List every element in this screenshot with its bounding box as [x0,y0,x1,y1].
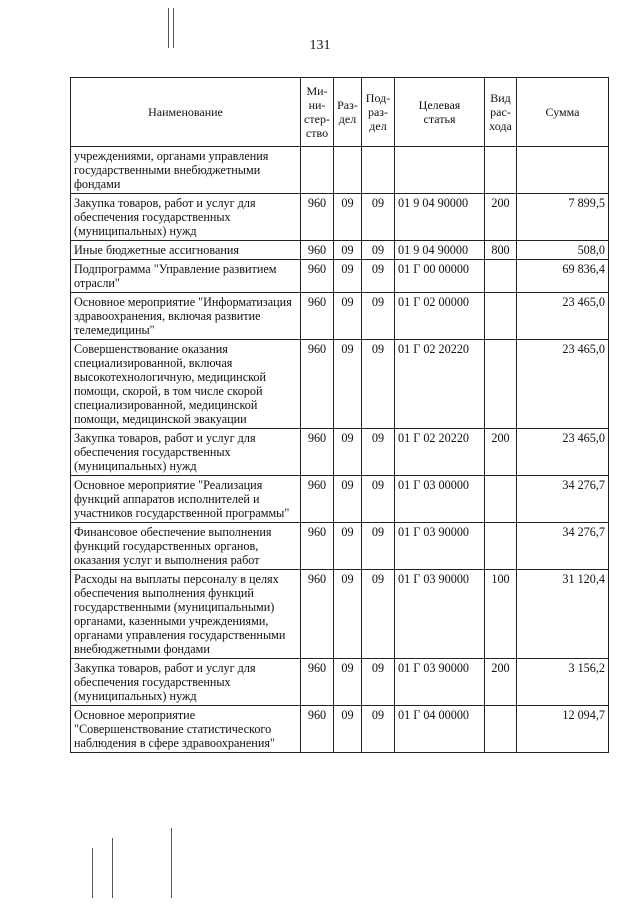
row-section: 09 [334,260,362,293]
row-ministry: 960 [301,293,334,340]
row-name: Закупка товаров, работ и услуг для обеспечения государственных (муниципальных) нужд [71,659,301,706]
row-subsection: 09 [362,429,395,476]
row-ministry: 960 [301,260,334,293]
row-ministry: 960 [301,706,334,753]
row-type: 200 [485,429,517,476]
row-sum: 23 465,0 [517,340,609,429]
scan-artifact-line [173,8,174,48]
row-sum: 3 156,2 [517,659,609,706]
row-subsection: 09 [362,241,395,260]
row-sum: 34 276,7 [517,476,609,523]
header-ministry: Ми- ни- стер- ство [301,78,334,147]
row-section: 09 [334,659,362,706]
row-name: Иные бюджетные ассигнования [71,241,301,260]
row-name: Основное мероприятие "Совершенствование статистического наблюдения в сфере здравоохранения" [71,706,301,753]
row-sum: 7 899,5 [517,194,609,241]
row-subsection: 09 [362,194,395,241]
table-row [71,523,609,570]
row-type: 200 [485,659,517,706]
row-sum: 69 836,4 [517,260,609,293]
row-name: Совершенствование оказания специализированной, включая высокотехнологичную, медицинской помощи, скорой, в том числе скорой специализированной, медицинской помощи, медицинской эвакуации [71,340,301,429]
row-type [485,706,517,753]
row-ministry: 960 [301,476,334,523]
row-subsection: 09 [362,706,395,753]
row-target: 01 9 04 90000 [395,241,485,260]
row-target: 01 Г 02 20220 [395,340,485,429]
row-target: 01 Г 03 90000 [395,570,485,659]
row-name: Финансовое обеспечение выполнения функций государственных органов, оказания услуг и выполнения работ [71,523,301,570]
row-type: 200 [485,194,517,241]
row-target: 01 Г 02 00000 [395,293,485,340]
row-subsection: 09 [362,260,395,293]
scan-artifact-line [92,848,93,898]
row-ministry: 960 [301,429,334,476]
row-ministry: 960 [301,659,334,706]
table-row [71,147,609,194]
table-row [71,659,609,706]
row-target: 01 9 04 90000 [395,194,485,241]
row-type [485,523,517,570]
row-name: Подпрограмма "Управление развитием отрасли" [71,260,301,293]
row-ministry: 960 [301,194,334,241]
header-name: Наименование [71,78,301,147]
table-row [71,570,609,659]
row-sum: 12 094,7 [517,706,609,753]
row-subsection: 09 [362,570,395,659]
row-sum: 508,0 [517,241,609,260]
row-target: 01 Г 00 00000 [395,260,485,293]
header-sum: Сумма [517,78,609,147]
table-row [71,476,609,523]
row-section: 09 [334,429,362,476]
table-row [71,706,609,753]
header-expense-type: Вид рас- хода [485,78,517,147]
table-row [71,340,609,429]
row-target: 01 Г 02 20220 [395,429,485,476]
row-type: 100 [485,570,517,659]
row-sum: 31 120,4 [517,570,609,659]
table-row [71,260,609,293]
row-subsection: 09 [362,293,395,340]
row-target: 01 Г 03 00000 [395,476,485,523]
row-ministry: 960 [301,340,334,429]
row-sum: 34 276,7 [517,523,609,570]
row-ministry: 960 [301,523,334,570]
row-name: учреждениями, органами управления государственными внебюджетными фондами [71,147,301,194]
row-type [485,293,517,340]
row-subsection: 09 [362,476,395,523]
row-ministry: 960 [301,241,334,260]
table-row [71,293,609,340]
row-type: 800 [485,241,517,260]
row-ministry: 960 [301,570,334,659]
row-section: 09 [334,194,362,241]
row-ministry [301,147,334,194]
row-subsection [362,147,395,194]
table-header-row [71,78,609,147]
header-section: Раз- дел [334,78,362,147]
row-subsection: 09 [362,523,395,570]
row-target: 01 Г 04 00000 [395,706,485,753]
row-sum: 23 465,0 [517,429,609,476]
row-section: 09 [334,340,362,429]
row-target: 01 Г 03 90000 [395,523,485,570]
row-name: Основное мероприятие "Информатизация здравоохранения, включая развитие телемедицины" [71,293,301,340]
row-type [485,260,517,293]
row-type [485,340,517,429]
row-name: Основное мероприятие "Реализация функций аппаратов исполнителей и участников государственной программы" [71,476,301,523]
row-section: 09 [334,293,362,340]
row-section: 09 [334,570,362,659]
row-sum [517,147,609,194]
row-target: 01 Г 03 90000 [395,659,485,706]
table-row [71,194,609,241]
row-name: Закупка товаров, работ и услуг для обеспечения государственных (муниципальных) нужд [71,194,301,241]
row-section [334,147,362,194]
header-subsection: Под- раз- дел [362,78,395,147]
header-target: Целевая статья [395,78,485,147]
row-section: 09 [334,706,362,753]
table-row [71,241,609,260]
row-section: 09 [334,476,362,523]
scan-artifact-line [171,828,172,898]
row-section: 09 [334,241,362,260]
row-name: Расходы на выплаты персоналу в целях обеспечения выполнения функций государственными (муниципальными) органами, казенными учреждениями, органами управления государственными внебюджетными фондами [71,570,301,659]
table-row [71,429,609,476]
row-section: 09 [334,523,362,570]
row-type [485,147,517,194]
page-number: 131 [309,38,331,53]
row-subsection: 09 [362,340,395,429]
scan-artifact-line [112,838,113,898]
row-name: Закупка товаров, работ и услуг для обеспечения государственных (муниципальных) нужд [71,429,301,476]
row-sum: 23 465,0 [517,293,609,340]
scan-artifact-line [168,8,169,48]
budget-table [70,77,609,753]
row-type [485,476,517,523]
row-target [395,147,485,194]
row-subsection: 09 [362,659,395,706]
